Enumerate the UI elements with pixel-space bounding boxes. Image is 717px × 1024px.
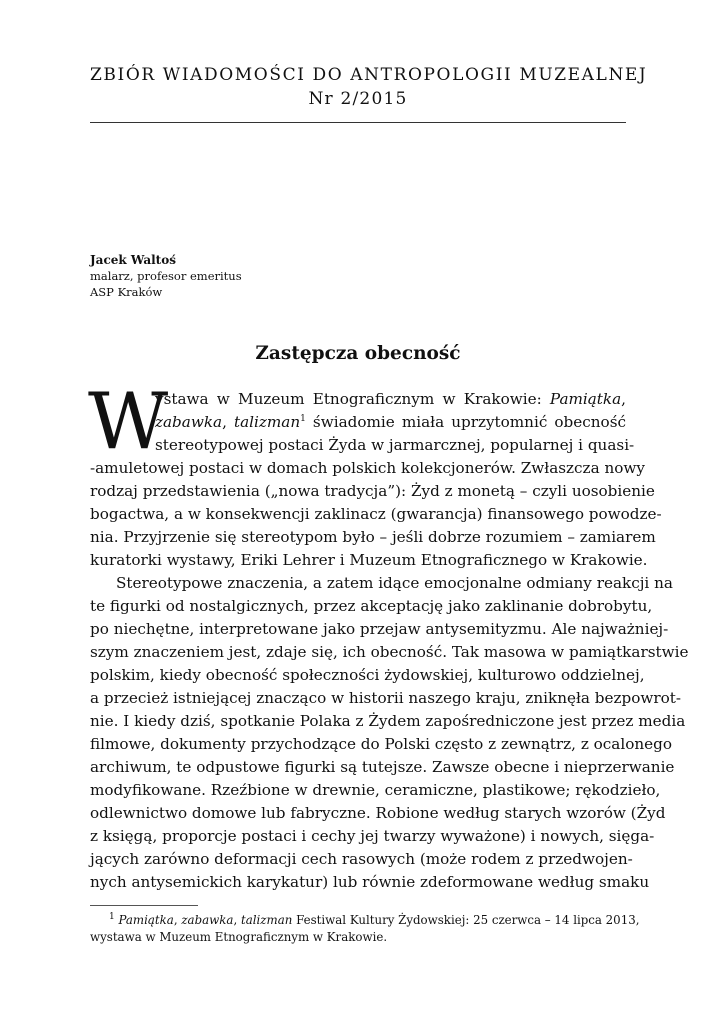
body-line: z księgą, proporcje postaci i cechy jej twarzy wyważone) i nowych, sięga- — [90, 827, 655, 845]
author-name: Jacek Waltoś — [90, 253, 176, 267]
drop-cap: W — [88, 377, 169, 467]
body-line: polskim, kiedy obecność społeczności żydowskiej, kulturowo oddzielnej, — [90, 666, 645, 684]
body-line: a przecież istniejącej znacząco w historii naszego kraju, zniknęła bezpowrot- — [90, 689, 682, 707]
body-line: rodzaj przedstawienia („nowa tradycja”): Żyd z monetą – czyli uosobienie — [90, 482, 655, 500]
author-affiliation: ASP Kraków — [90, 285, 163, 299]
body-line: nych antysemickich karykatur) lub równie zdeformowane według smaku — [90, 873, 650, 891]
body-line: te figurki od nostalgicznych, przez akceptację jako zaklinanie dobrobytu, — [90, 597, 653, 615]
footnote: $^1$ Pamiątka, zabawka, talizman Festiwal Kultury Żydowskiej: 25 czerwca – 14 lipca 2013, — [109, 912, 640, 927]
body-line: zabawka, talizman$^1$ świadomie miała uprzytomnić obecność — [155, 413, 626, 431]
body-line: jących zarówno deformacji cech rasowych (może rodem z przedwojen- — [90, 850, 633, 868]
header-divider — [90, 122, 626, 123]
body-line: odlewnictwo domowe lub fabryczne. Robione według starych wzorów (Żyd — [90, 804, 666, 822]
body-line: bogactwa, a w konsekwencji zaklinacz (gwarancja) finansowego powodze- — [90, 505, 662, 523]
body-line: stereotypowej postaci Żyda w jarmarcznej, popularnej i quasi- — [155, 436, 635, 454]
body-line: szym znaczeniem jest, zdaje się, ich obecność. Tak masowa w pamiątkarstwie — [90, 643, 689, 661]
body-line: modyfikowane. Rzeźbione w drewnie, ceramiczne, plastikowe; rękodzieło, — [90, 781, 661, 799]
footnote-ref[interactable]: 1 — [300, 414, 306, 424]
body-line: po niechętne, interpretowane jako przejaw antysemityzmu. Ale najważniej- — [90, 620, 669, 638]
body-line: -amuletowej postaci w domach polskich kolekcjonerów. Zwłaszcza nowy — [90, 459, 645, 477]
body-line: archiwum, te odpustowe figurki są tutejsze. Zawsze obecne i nieprzerwanie — [90, 758, 675, 776]
footnote-number: 1 — [109, 912, 115, 922]
body-line: nie. I kiedy dziś, spotkanie Polaka z Żydem zapośredniczone jest przez media — [90, 712, 686, 730]
footnote-divider — [90, 905, 198, 906]
author-role: malarz, profesor emeritus — [90, 269, 242, 283]
article-title: Zastępcza obecność — [255, 343, 461, 364]
footnote-line: wystawa w Muzeum Etnograficznym w Krakowie. — [90, 930, 388, 944]
author-block — [90, 252, 390, 300]
body-line: ystawa w Muzeum Etnograficznym w Krakowie: Pamiątka, — [155, 390, 626, 408]
body-line: Stereotypowe znaczenia, a zatem idące emocjonalne odmiany reakcji na — [116, 574, 673, 592]
body-line: nia. Przyjrzenie się stereotypom było – jeśli dobrze rozumiem – zamiarem — [90, 528, 656, 546]
journal-title: ZBIÓR WIADOMOŚCI DO ANTROPOLOGII MUZEALNEJ — [90, 65, 648, 85]
body-line: filmowe, dokumenty przychodzące do Polski często z zewnątrz, z ocalonego — [90, 735, 672, 753]
body-line: kuratorki wystawy, Eriki Lehrer i Muzeum Etnograficznego w Krakowie. — [90, 551, 648, 569]
journal-issue: Nr 2/2015 — [308, 89, 408, 109]
